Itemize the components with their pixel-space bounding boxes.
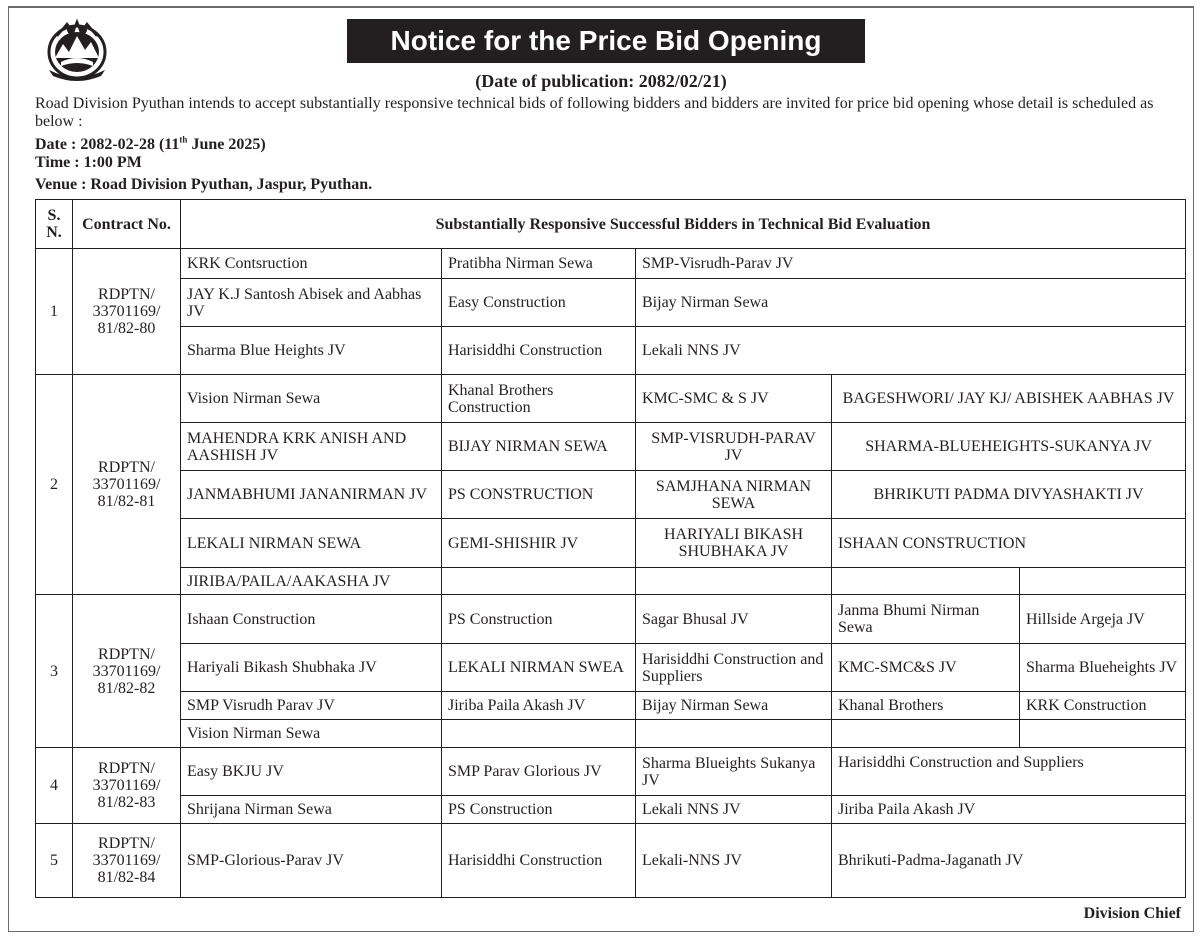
bidder-cell: BAGESHWORI/ JAY KJ/ ABISHEK AABHAS JV: [832, 375, 1186, 423]
intro-paragraph: Road Division Pyuthan intends to accept substantially responsive technical bids of following bidders and bidders are invited for price bid opening whose detail is scheduled as below :: [35, 95, 1154, 130]
table-row: [36, 796, 1186, 824]
bidder-cell: Sharma Blue Heights JV: [181, 327, 442, 375]
bidder-cell: Easy Construction: [442, 279, 636, 327]
bidder-cell: Bijay Nirman Sewa: [636, 279, 1186, 327]
table-header-row: [36, 200, 1186, 249]
bidder-cell: Pratibha Nirman Sewa: [442, 249, 636, 279]
bidder-cell: JANMABHUMI JANANIRMAN JV: [181, 471, 442, 519]
bidder-cell: Sharma Blueheights JV: [1020, 644, 1186, 692]
contract-number: RDPTN/ 33701169/ 81/82-80: [73, 249, 181, 375]
bidder-cell: SMP Parav Glorious JV: [442, 748, 636, 796]
bidder-cell: Bhrikuti-Padma-Jaganath JV: [832, 824, 1186, 898]
bidder-cell: Bijay Nirman Sewa: [636, 692, 832, 720]
bidder-cell: PS Construction: [442, 595, 636, 644]
table-row: [36, 720, 1186, 748]
bidder-cell: KMC-SMC&S JV: [832, 644, 1020, 692]
bidder-cell: [1020, 720, 1186, 748]
contract-number: RDPTN/ 33701169/ 81/82-83: [73, 748, 181, 824]
table-row: [36, 824, 1186, 898]
bidder-cell: Vision Nirman Sewa: [181, 375, 442, 423]
bidder-cell: [832, 568, 1020, 595]
opening-venue: Venue : Road Division Pyuthan, Jaspur, Pyuthan.: [35, 176, 373, 193]
table-row: [36, 644, 1186, 692]
bidder-cell: Sagar Bhusal JV: [636, 595, 832, 644]
signature-division-chief: Division Chief: [1083, 905, 1181, 922]
serial-number: 2: [36, 375, 73, 595]
bidder-cell: SMP-VISRUDH-PARAV JV: [636, 423, 832, 471]
bidder-cell: ISHAAN CONSTRUCTION: [832, 519, 1186, 568]
bidder-cell: BHRIKUTI PADMA DIVYASHAKTI JV: [832, 471, 1186, 519]
bidder-cell: Jiriba Paila Akash JV: [442, 692, 636, 720]
bidder-cell: SMP-Glorious-Parav JV: [181, 824, 442, 898]
bidder-cell: PS CONSTRUCTION: [442, 471, 636, 519]
bidder-cell: SMP Visrudh Parav JV: [181, 692, 442, 720]
bidder-cell: LEKALI NIRMAN SWEA: [442, 644, 636, 692]
opening-time: Time : 1:00 PM: [35, 154, 142, 171]
opening-date-suffix: June 2025): [187, 136, 266, 153]
publication-date: (Date of publication: 2082/02/21): [475, 71, 727, 91]
table-row: [36, 249, 1186, 279]
bidder-cell: Easy BKJU JV: [181, 748, 442, 796]
bidder-cell: Hariyali Bikash Shubhaka JV: [181, 644, 442, 692]
bidder-cell: GEMI-SHISHIR JV: [442, 519, 636, 568]
table-row: [36, 279, 1186, 327]
bidder-cell: JIRIBA/PAILA/AAKASHA JV: [181, 568, 442, 595]
bidder-cell: BIJAY NIRMAN SEWA: [442, 423, 636, 471]
table-row: [36, 327, 1186, 375]
bidder-cell: JAY K.J Santosh Abisek and Aabhas JV: [181, 279, 442, 327]
bidder-cell: SMP-Visrudh-Parav JV: [636, 249, 1186, 279]
bidder-cell: Vision Nirman Sewa: [181, 720, 442, 748]
bidder-cell: Ishaan Construction: [181, 595, 442, 644]
bidder-cell: Shrijana Nirman Sewa: [181, 796, 442, 824]
bidder-cell: KRK Construction: [1020, 692, 1186, 720]
opening-date-text: Date : 2082-02-28 (11: [35, 136, 180, 153]
bidder-cell: MAHENDRA KRK ANISH AND AASHISH JV: [181, 423, 442, 471]
bidder-cell: PS Construction: [442, 796, 636, 824]
bidder-cell: [636, 568, 832, 595]
bidder-cell: Jiriba Paila Akash JV: [832, 796, 1186, 824]
bidder-cell: Sharma Blueights Sukanya JV: [636, 748, 832, 796]
bidder-cell: Hillside Argeja JV: [1020, 595, 1186, 644]
bidders-table: [35, 199, 1186, 898]
bidder-cell: Khanal Brothers Construction: [442, 375, 636, 423]
table-row: [36, 595, 1186, 644]
bidder-cell: Harisiddhi Construction: [442, 824, 636, 898]
bidder-cell: Harisiddhi Construction and Suppliers: [636, 644, 832, 692]
opening-date: [35, 136, 266, 154]
bidder-cell: [442, 568, 636, 595]
contract-number: RDPTN/ 33701169/ 81/82-84: [73, 824, 181, 898]
table-row: [36, 568, 1186, 595]
bidder-cell: [636, 720, 832, 748]
bidder-cell: Khanal Brothers: [832, 692, 1020, 720]
opening-date-sup: th: [179, 134, 188, 145]
serial-number: 3: [36, 595, 73, 748]
bidder-cell: Harisiddhi Construction: [442, 327, 636, 375]
bidder-cell: [832, 720, 1020, 748]
serial-number: 4: [36, 748, 73, 824]
bidder-cell: [442, 720, 636, 748]
sn-header: S. N.: [36, 200, 73, 249]
table-row: [36, 692, 1186, 720]
table-row: [36, 748, 1186, 796]
bidder-cell: KRK Contsruction: [181, 249, 442, 279]
bidder-cell: LEKALI NIRMAN SEWA: [181, 519, 442, 568]
bidder-cell: SHARMA-BLUEHEIGHTS-SUKANYA JV: [832, 423, 1186, 471]
bidder-cell: Janma Bhumi Nirman Sewa: [832, 595, 1020, 644]
table-row: [36, 423, 1186, 471]
bidder-cell: HARIYALI BIKASH SHUBHAKA JV: [636, 519, 832, 568]
bidder-cell: KMC-SMC & S JV: [636, 375, 832, 423]
bidder-cell: [1020, 568, 1186, 595]
serial-number: 1: [36, 249, 73, 375]
bidder-cell: Lekali NNS JV: [636, 327, 1186, 375]
contract-header: Contract No.: [73, 200, 181, 249]
bidder-cell: Lekali NNS JV: [636, 796, 832, 824]
bidders-header: Substantially Responsive Successful Bidders in Technical Bid Evaluation: [181, 200, 1186, 249]
bidder-cell: SAMJHANA NIRMAN SEWA: [636, 471, 832, 519]
contract-number: RDPTN/ 33701169/ 81/82-81: [73, 375, 181, 595]
table-row: [36, 375, 1186, 423]
serial-number: 5: [36, 824, 73, 898]
table-row: [36, 471, 1186, 519]
bidder-cell: Lekali-NNS JV: [636, 824, 832, 898]
contract-number: RDPTN/ 33701169/ 81/82-82: [73, 595, 181, 748]
bidder-cell: Harisiddhi Construction and Suppliers: [832, 748, 1186, 796]
notice-title: Notice for the Price Bid Opening: [347, 19, 865, 63]
table-row: [36, 519, 1186, 568]
